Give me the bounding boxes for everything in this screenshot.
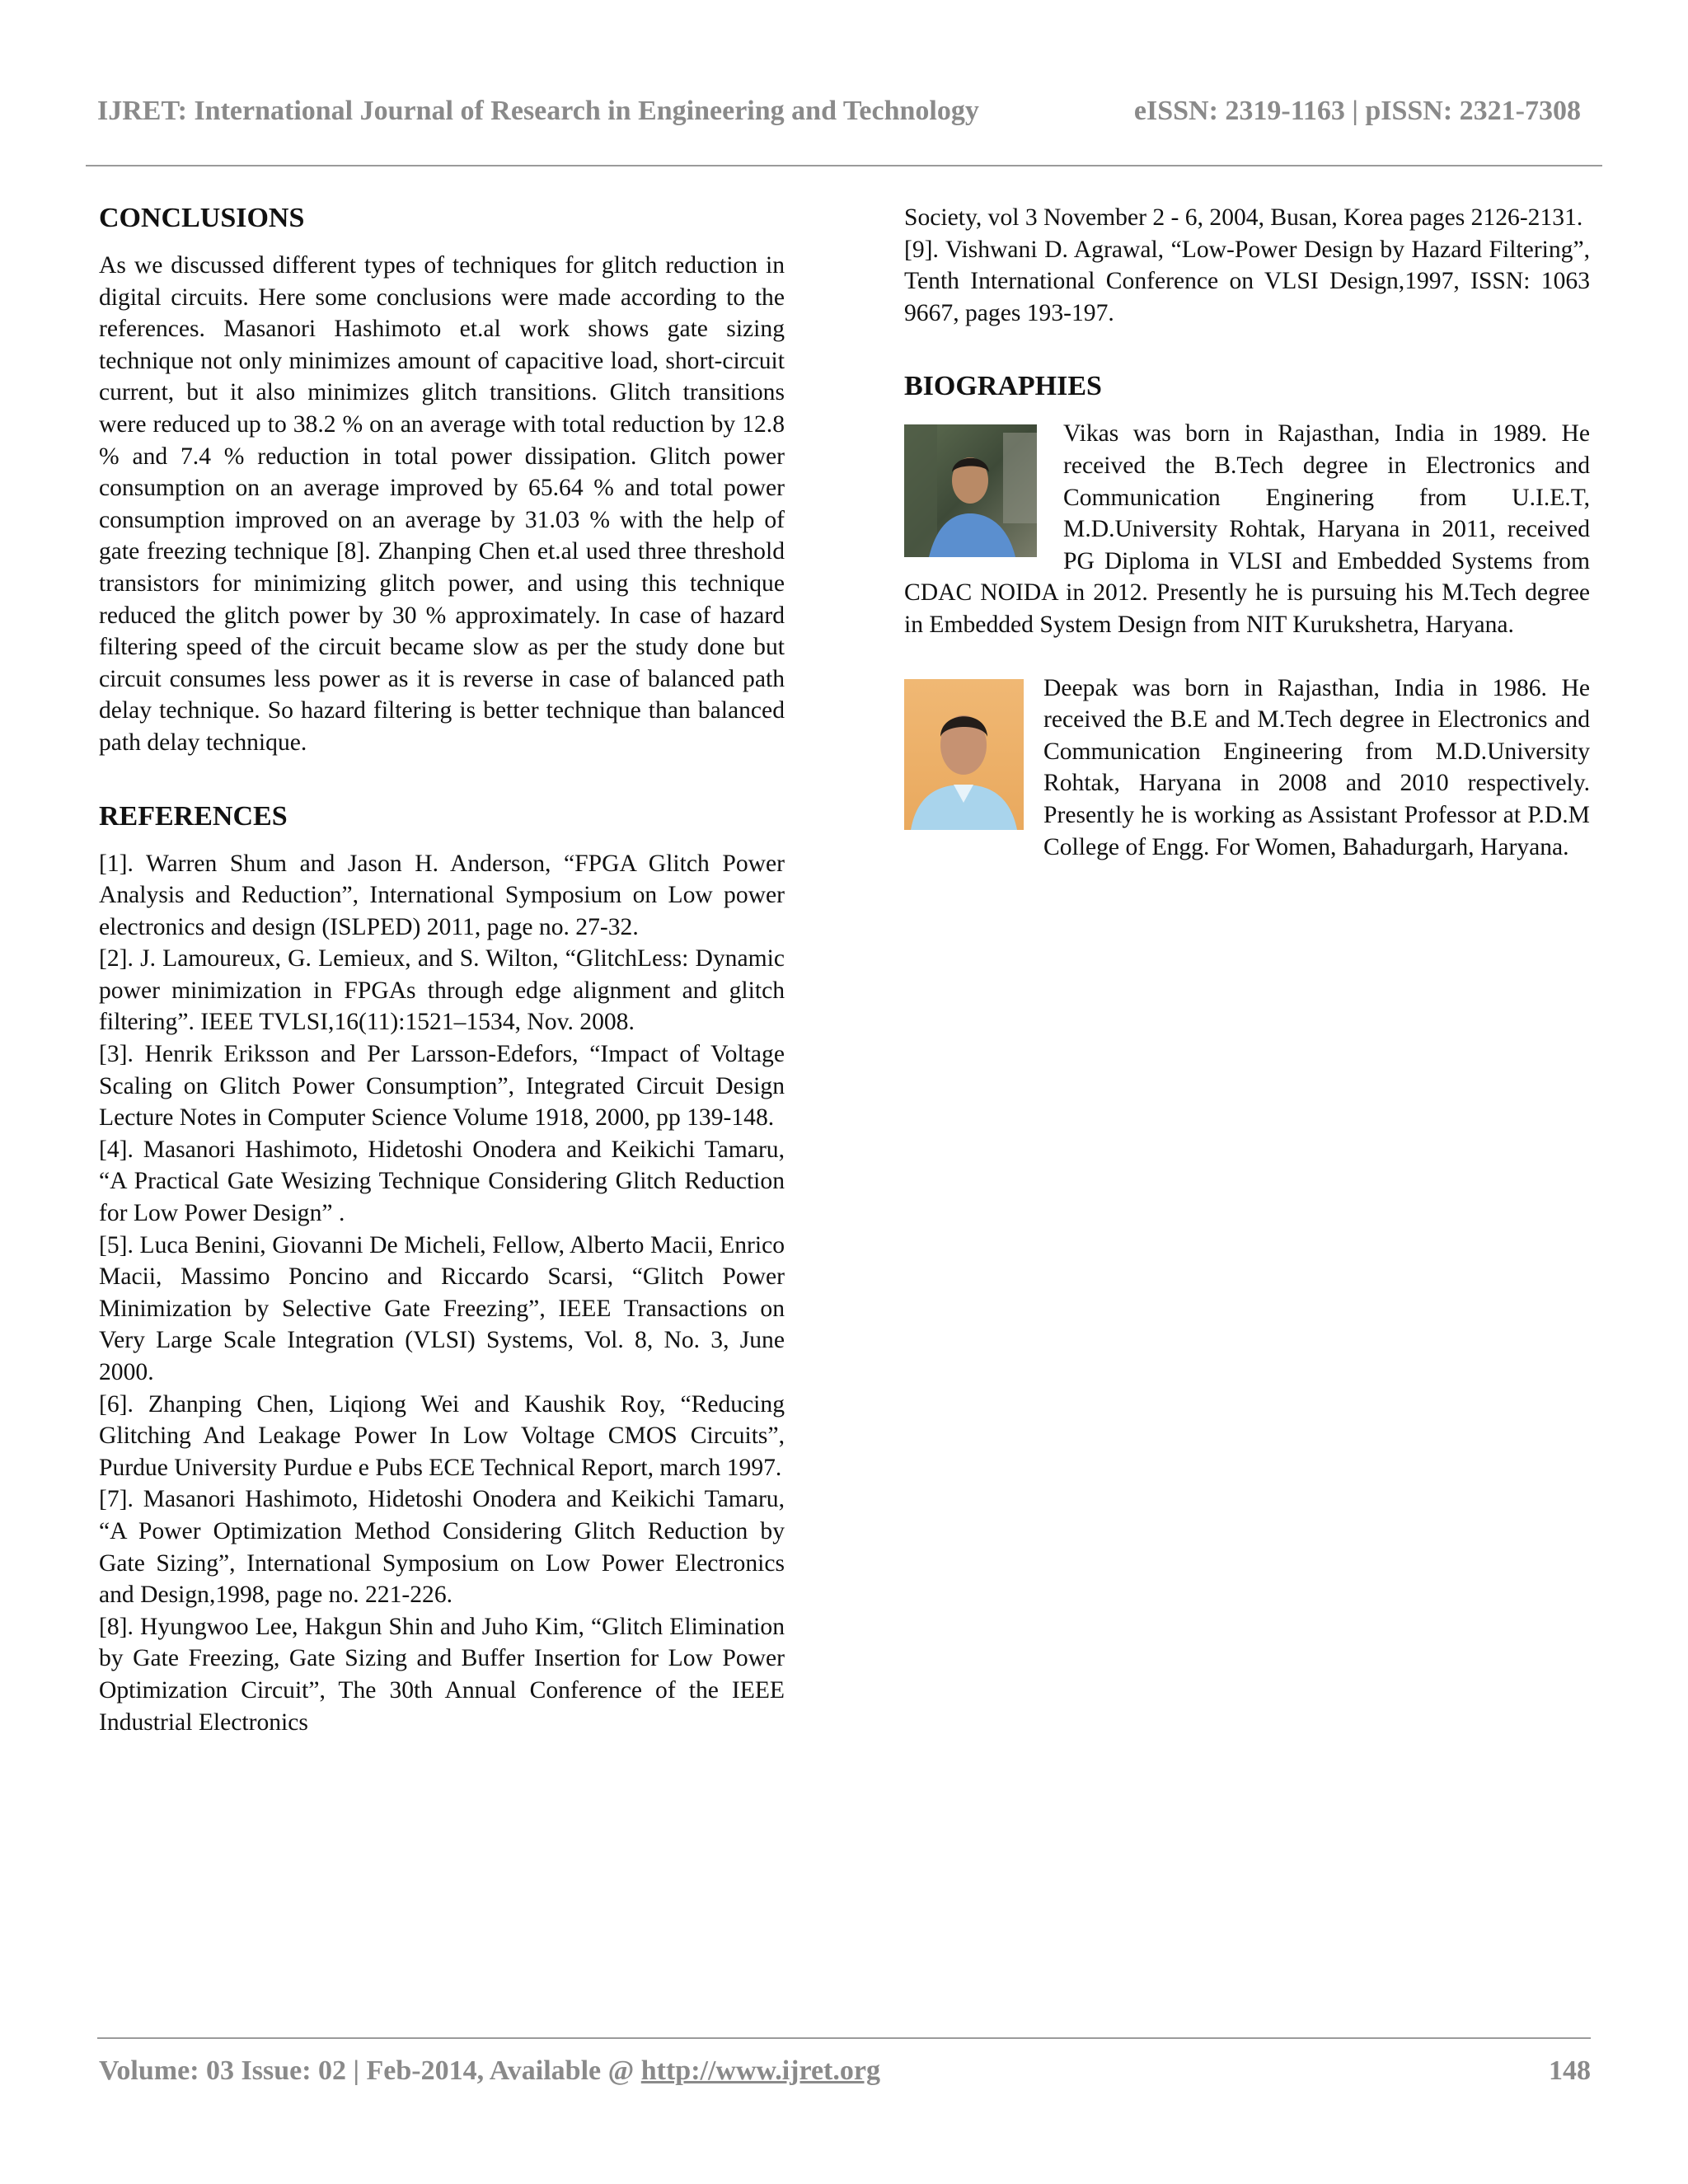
references-heading: REFERENCES [99,800,288,832]
biography-deepak [904,673,1590,864]
reference-item-3: [3]. Henrik Eriksson and Per Larsson-Edefors, “Impact of Voltage Scaling on Glitch Power Consumption”, Integrated Circuit Design Lecture Notes in Computer Science Volume 1918, 2000, pp 139-148. [99,1041,785,1132]
journal-url-link[interactable]: http://www.ijret.org [640,2055,880,2086]
biography-text-deepak: Deepak was born in Rajasthan, India in 1986. He received the B.E and M.Tech degree in Electronics and Communication Engineering from M.D.University Rohtak, Haryana in 2008 and 2010 respectively. Presently he is working as Assistant Professor at P.D.M College of Engg. For Women, Bahadurgarh, Haryana. [1043,674,1590,860]
running-footer [99,2055,1591,2087]
footer-volume-info: Volume: 03 Issue: 02 | Feb-2014, Available @ http://www.ijret.org [99,2055,880,2086]
biography-text-vikas: Vikas was born in Rajasthan, India in 1989. He received the B.Tech degree in Electronics and Communication Enginering from U.I.E.T, M.D.University Rohtak, Haryana in 2011, received PG Diploma in VLSI and Embedded Systems from CDAC NOIDA in 2012. Presently he is pursuing his M.Tech degree in Embedded System Design from NIT Kurukshetra, Haryana. [904,420,1590,638]
journal-title: IJRET: International Journal of Research in Engineering and Technology [97,96,979,126]
author-photo-vikas [904,424,1037,557]
reference-item-1: [1]. Warren Shum and Jason H. Anderson, “FPGA Glitch Power Analysis and Reduction”, International Symposium on Low power electronics and design (ISLPED) 2011, page no. 27-32. [99,850,785,940]
conclusions-heading: CONCLUSIONS [99,203,305,233]
header-divider [86,165,1602,166]
reference-item-2: [2]. J. Lamoureux, G. Lemieux, and S. Wilton, “GlitchLess: Dynamic power minimization in FPGAs through edge alignment and glitch filtering”. IEEE TVLSI,16(11):1521–1534, Nov. 2008. [99,945,785,1036]
issn-info: eISSN: 2319-1163 | pISSN: 2321-7308 [1133,96,1581,126]
right-column [904,202,1590,863]
biography-vikas [904,418,1590,640]
left-column [99,202,785,1738]
running-header [97,96,1581,127]
page-number: 148 [1549,2055,1591,2086]
footer-divider [97,2037,1591,2039]
biographies-heading: BIOGRAPHIES [904,371,1102,402]
reference-item-8: [8]. Hyungwoo Lee, Hakgun Shin and Juho Kim, “Glitch Elimination by Gate Freezing, Gate Sizing and Buffer Insertion for Low Power Optimization Circuit”, The 30th Annual Conference of the IEEE Industrial Electronics [99,1613,785,1736]
author-photo-deepak [904,679,1024,830]
reference-item-6: [6]. Zhanping Chen, Liqiong Wei and Kaushik Roy, “Reducing Glitching And Leakage Power In Low Voltage CMOS Circuits”, Purdue University Purdue e Pubs ECE Technical Report, march 1997. [99,1390,785,1481]
reference-item-8-continued: Society, vol 3 November 2 - 6, 2004, Busan, Korea pages 2126-2131. [904,204,1583,231]
reference-item-7: [7]. Masanori Hashimoto, Hidetoshi Onodera and Keikichi Tamaru, “A Power Optimization Method Considering Glitch Reduction by Gate Sizing”, International Symposium on Low Power Electronics and Design,1998, page no. 221-226. [99,1486,785,1609]
reference-item-5: [5]. Luca Benini, Giovanni De Micheli, Fellow, Alberto Macii, Enrico Macii, Massimo Poncino and Riccardo Scarsi, “Glitch Power Minimization by Selective Gate Freezing”, IEEE Transactions on Very Large Scale Integration (VLSI) Systems, Vol. 8, No. 3, June 2000. [99,1231,785,1385]
conclusions-text: As we discussed different types of techniques for glitch reduction in digital circuits. Here some conclusions were made according to the references. Masanori Hashimoto et.al work shows gate sizing technique not only minimizes amount of capacitive load, short-circuit current, but it also minimizes glitch transitions. Glitch transitions were reduced up to 38.2 % on an average with total reduction by 12.8 % and 7.4 % reduction in total power dissipation. Glitch power consumption on an average improved by 65.64 % and total power consumption improved on an average by 31.03 % with the help of gate freezing technique [8]. Zhanping Chen et.al used three threshold transistors for minimizing glitch power, and using this technique reduced the glitch power by 30 % approximately. In case of hazard filtering speed of the circuit became slow as per the study done but circuit consumes less power as it is reverse in case of balanced path delay technique. So hazard filtering is better technique than balanced path delay technique. [99,252,785,756]
reference-item-4: [4]. Masanori Hashimoto, Hidetoshi Onodera and Keikichi Tamaru, “A Practical Gate Wesizing Technique Considering Glitch Reduction for Low Power Design” . [99,1136,785,1227]
reference-item-9: [9]. Vishwani D. Agrawal, “Low-Power Design by Hazard Filtering”, Tenth International Conference on VLSI Design,1997, ISSN: 1063 9667, pages 193-197. [904,236,1590,326]
